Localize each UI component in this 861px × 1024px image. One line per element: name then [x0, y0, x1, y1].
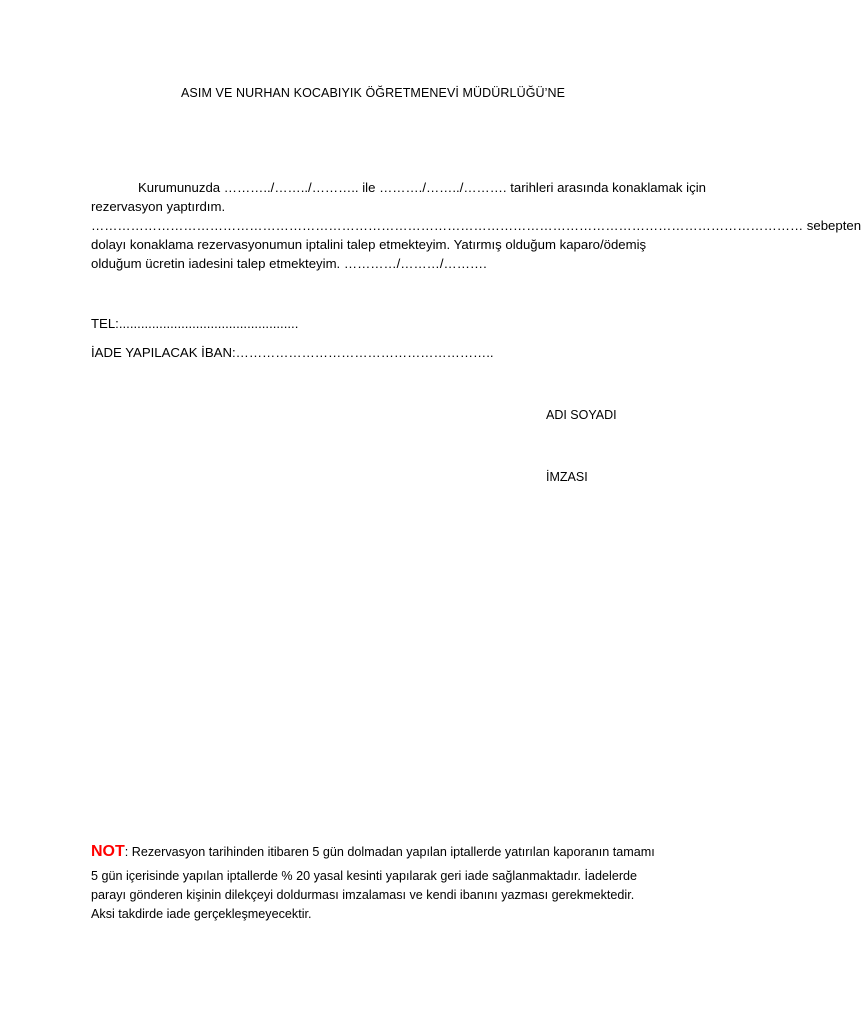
note-line-1 [91, 842, 655, 862]
body-line-5: olduğum ücretin iadesini talep etmekteyim. …………/………/………. [91, 256, 487, 271]
body-line-1: Kurumunuzda ………../……../……….. ile ………./……../………. tarihleri arasında konaklamak için [138, 180, 706, 195]
signature-label: İMZASI [546, 470, 588, 484]
tel-field-line: TEL:................................................. [91, 316, 299, 331]
document-title: ASIM VE NURHAN KOCABIYIK ÖĞRETMENEVİ MÜDÜRLÜĞÜ’NE [181, 86, 566, 100]
iban-field-line: İADE YAPILACAK İBAN:………………………………………………….. [91, 345, 494, 360]
note-text-1: : Rezervasyon tarihinden itibaren 5 gün dolmadan yapılan iptallerde yatırılan kaporanın tamamı [124, 845, 655, 859]
note-line-3: parayı gönderen kişinin dilekçeyi doldurması imzalaması ve kendi ibanını yazması gerekmektedir. [91, 888, 635, 902]
note-label: NOT [91, 843, 125, 860]
body-line-3: ……………………………………………………………………………………………………………………………………………… sebepten [91, 218, 861, 233]
name-surname-label: ADI SOYADI [546, 408, 617, 422]
note-line-2: 5 gün içerisinde yapılan iptallerde % 20 yasal kesinti yapılarak geri iade sağlanmaktadır. İadelerde [91, 869, 638, 883]
body-line-2: rezervasyon yaptırdım. [91, 199, 226, 214]
note-line-4: Aksi takdirde iade gerçekleşmeyecektir. [91, 907, 312, 921]
body-line-4: dolayı konaklama rezervasyonumun iptalini talep etmekteyim. Yatırmış olduğum kaparo/ödemiş [91, 237, 647, 252]
